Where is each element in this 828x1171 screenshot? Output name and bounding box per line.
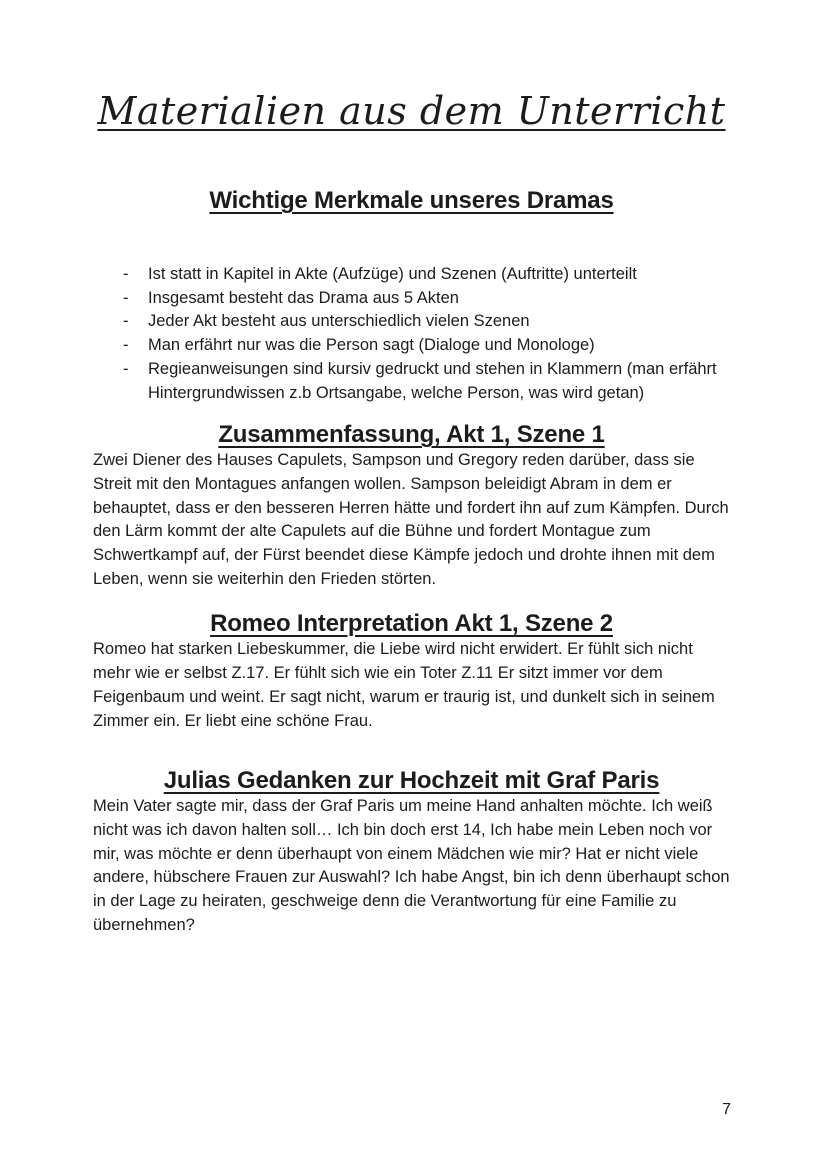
section-heading-merkmale: Wichtige Merkmale unseres Dramas [209,187,614,214]
dash-marker: - [123,265,129,283]
list-item [93,263,730,287]
section-zusammenfassung [93,420,730,591]
list-item [93,358,730,405]
dash-marker: - [123,288,129,307]
dash-marker: - [123,336,129,355]
merkmale-list [93,263,730,405]
list-item [93,287,730,311]
section-heading-julias-gedanken: Julias Gedanken zur Hochzeit mit Graf Paris [163,767,660,795]
paragraph-julias-gedanken: Mein Vater sagte mir, dass der Graf Paris um meine Hand anhalten möchte. Ich weiß nicht was ich davon halten soll… Ich bin doch erst 14, Ich habe mein Leben noch vor mir, was möchte er denn überhaupt von einem Mädchen wie mir? Hat er nicht viele andere, hübschere Frauen zur Auswahl? Ich habe Angst, bin ich denn überhaupt schon in der Lage zu heiraten, geschweige denn die Verantwortung für eine Familie zu übernehmen? [93,797,730,934]
paragraph-romeo-interpretation: Romeo hat starken Liebeskummer, die Liebe wird nicht erwidert. Er fühlt sich nicht mehr wie er selbst Z.17. Er fühlt sich wie ein Toter Z.11 Er sitzt immer vor dem Feigenbaum und weint. Er sagt nicht, warum er traurig ist, und dunkelt sich in seinem Zimmer ein. Er liebt eine schöne Frau. [93,640,715,730]
list-item [93,334,730,358]
section-romeo-interpretation [93,609,730,733]
list-item-text: Regieanweisungen sind kursiv gedruckt und stehen in Klammern (man erfährt Hintergrundwissen z.b Ortsangabe, welche Person, was wird getan) [148,359,717,402]
list-item-text: Insgesamt besteht das Drama aus 5 Akten [148,288,459,307]
document-title: Materialien aus dem Unterricht [97,89,726,133]
list-item-text: Jeder Akt besteht aus unterschiedlich vielen Szenen [148,312,530,331]
section-heading-romeo-interpretation: Romeo Interpretation Akt 1, Szene 2 [210,610,613,638]
section-julias-gedanken [93,766,730,937]
section-merkmale [93,186,730,405]
section-heading-zusammenfassung: Zusammenfassung, Akt 1, Szene 1 [218,421,605,449]
list-item-text: Ist statt in Kapitel in Akte (Aufzüge) und Szenen (Auftritte) unterteilt [148,265,637,283]
page-number: 7 [722,1101,731,1118]
list-item-text: Man erfährt nur was die Person sagt (Dialoge und Monologe) [148,336,595,355]
list-item [93,310,730,334]
paragraph-zusammenfassung: Zwei Diener des Hauses Capulets, Sampson und Gregory reden darüber, dass sie Streit mit den Montagues anfangen wollen. Sampson beleidigt Abram in dem er behauptet, dass er den besseren Herren hätte und fordert ihn auf zum Kämpfen. Durch den Lärm kommt der alte Capulets auf die Bühne und fordert Montague zum Schwertkampf auf, der Fürst beendet diese Kämpfe jedoch und drohte ihnen mit dem Leben, wenn sie weiterhin den Frieden störten. [93,451,729,588]
dash-marker: - [123,312,129,331]
dash-marker: - [123,359,129,378]
